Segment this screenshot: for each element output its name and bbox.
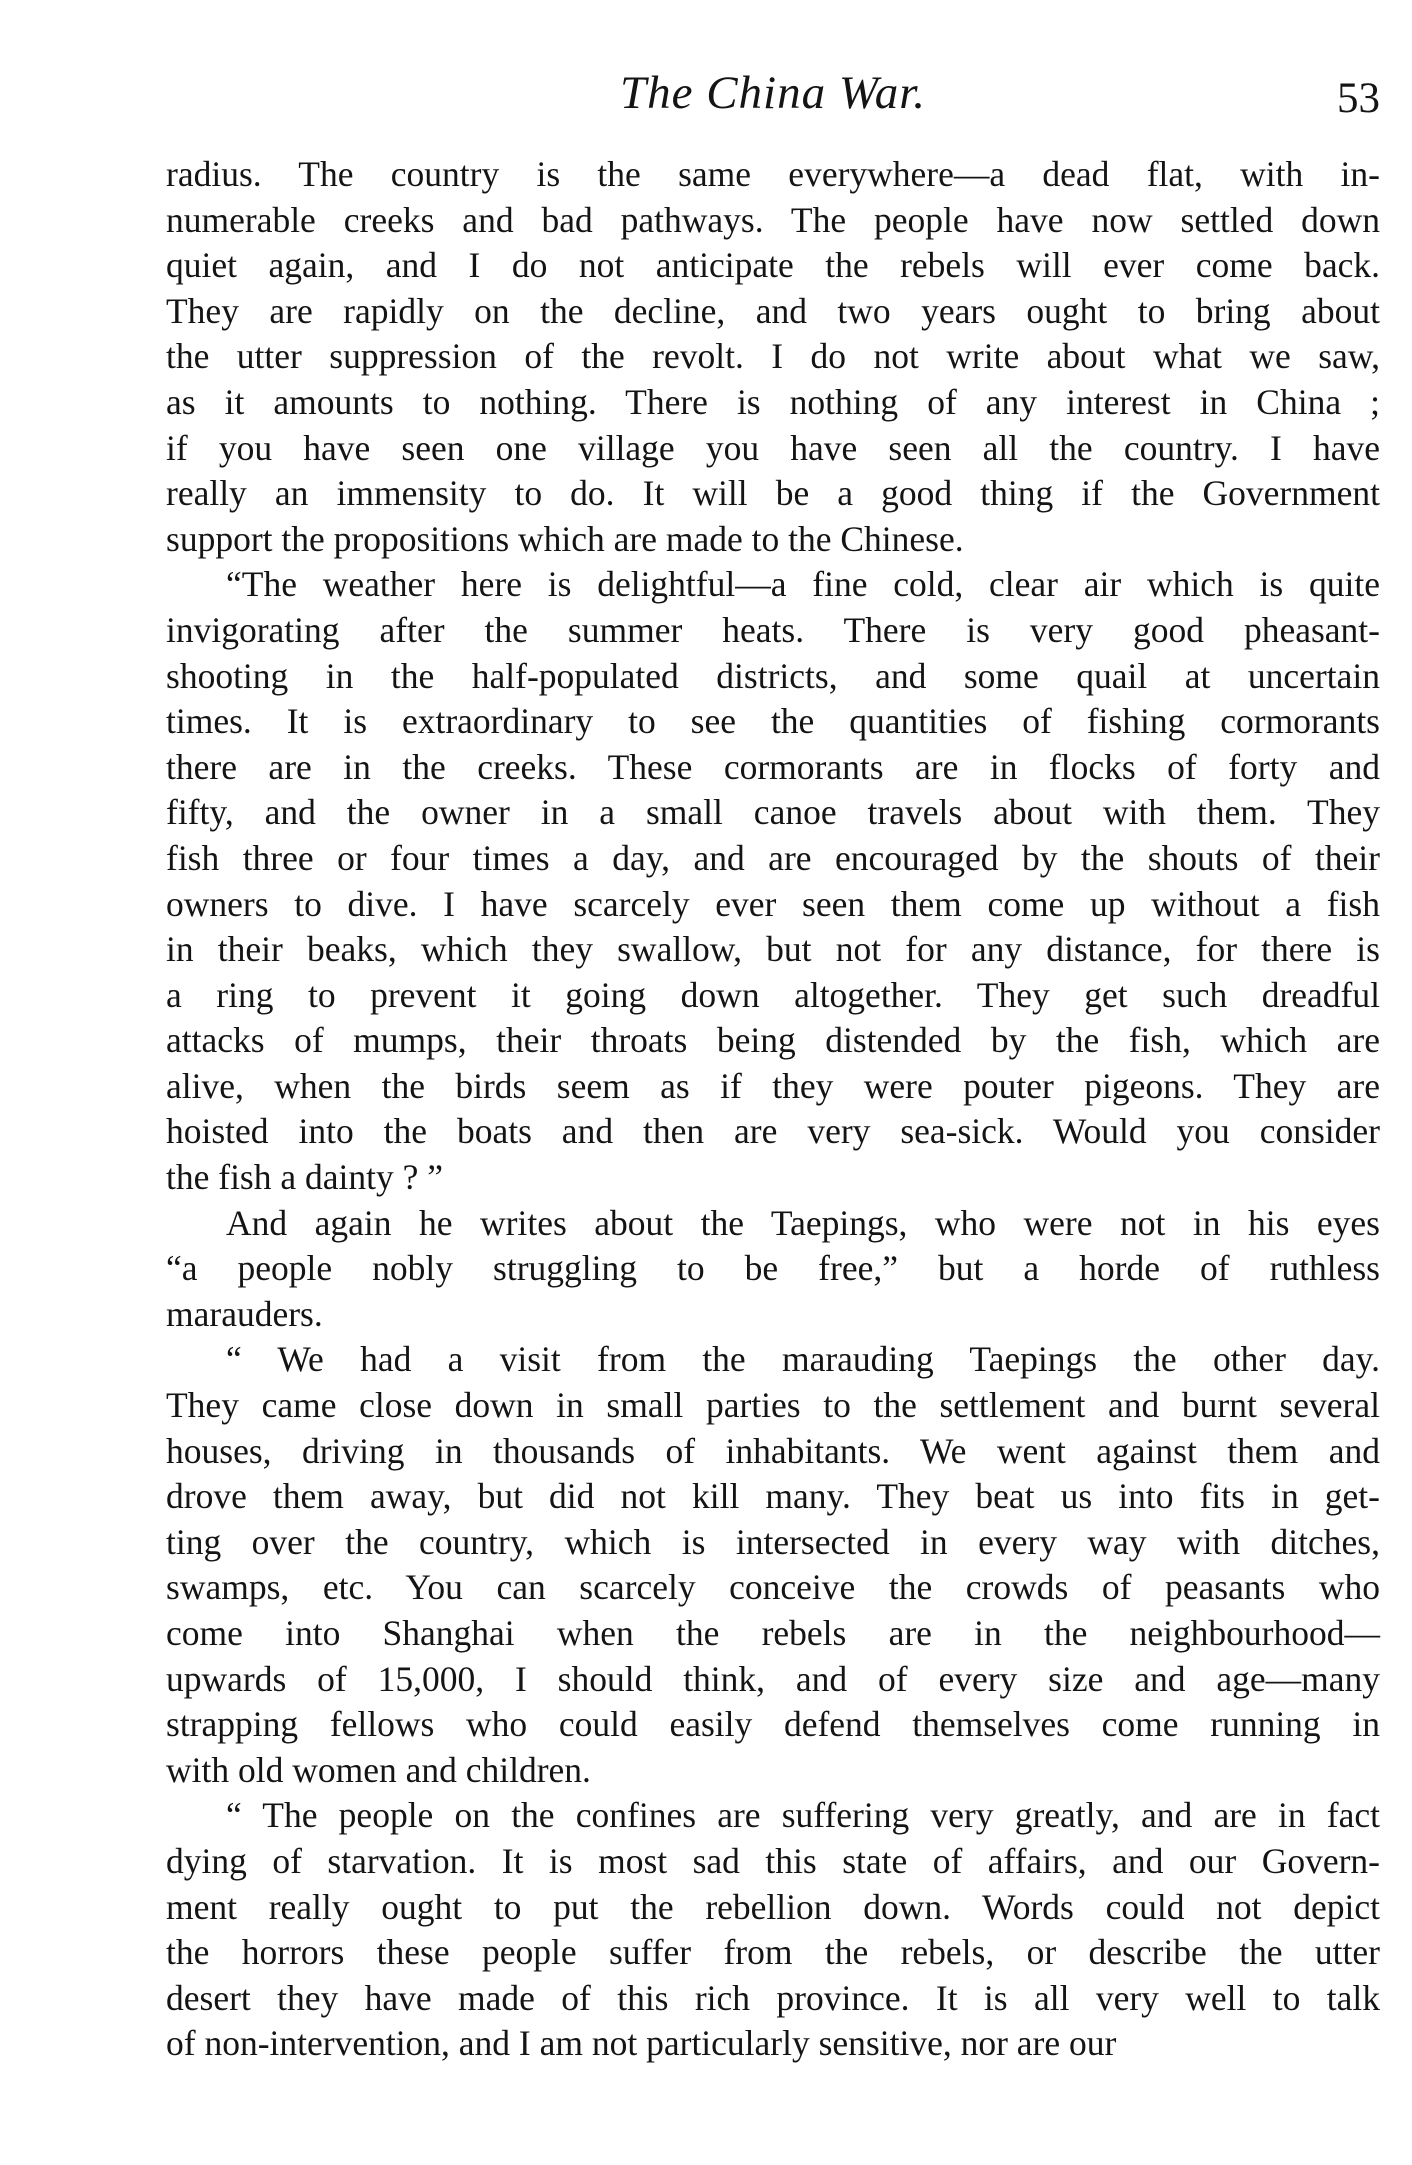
text-line: a ring to prevent it going down altogether. They get such dreadful (166, 974, 1380, 1015)
text-line: “a people nobly struggling to be free,” but a horde of ruthless (166, 1248, 1380, 1289)
text-line: drove them away, but did not kill many. They beat us into fits in get- (166, 1476, 1380, 1517)
text-line: fifty, and the owner in a small canoe travels about with them. They (166, 792, 1380, 833)
text-line: numerable creeks and bad pathways. The people have now settled down (166, 199, 1380, 240)
text-line: dying of starvation. It is most sad this state of affairs, and our Govern- (166, 1840, 1380, 1881)
text-line: ment really ought to put the rebellion down. Words could not depict (166, 1886, 1380, 1927)
text-line: And again he writes about the Taepings, who were not in his eyes (226, 1202, 1380, 1243)
text-line: times. It is extraordinary to see the quantities of fishing cormorants (166, 701, 1380, 742)
text-line: hoisted into the boats and then are very sea-sick. Would you consider (166, 1111, 1380, 1152)
text-line: “The weather here is delightful—a fine cold, clear air which is quite (226, 564, 1380, 605)
text-line: support the propositions which are made to the Chinese. (166, 518, 964, 559)
paragraph (166, 1337, 1380, 1793)
page-number: 53 (1337, 75, 1380, 122)
text-line: owners to dive. I have scarcely ever seen them come up without a fish (166, 883, 1380, 924)
paragraph (166, 152, 1380, 562)
text-line: as it amounts to nothing. There is nothing of any interest in China ; (166, 381, 1380, 422)
text-line: houses, driving in thousands of inhabitants. We went against them and (166, 1430, 1380, 1471)
text-line: there are in the creeks. These cormorants are in flocks of forty and (166, 746, 1380, 787)
text-line: fish three or four times a day, and are encouraged by the shouts of their (166, 837, 1380, 878)
text-line: with old women and children. (166, 1749, 591, 1790)
paragraph (166, 562, 1380, 1200)
text-line: marauders. (166, 1293, 323, 1334)
text-line: quiet again, and I do not anticipate the rebels will ever come back. (166, 245, 1380, 286)
running-head (166, 58, 1380, 128)
text-line: “ We had a visit from the marauding Taepings the other day. (226, 1339, 1380, 1380)
text-line: They came close down in small parties to the settlement and burnt several (166, 1385, 1380, 1426)
text-line: upwards of 15,000, I should think, and of every size and age—many (166, 1658, 1380, 1699)
text-line: if you have seen one village you have seen all the country. I have (166, 427, 1380, 468)
text-line: of non-intervention, and I am not particularly sensitive, nor are our (166, 2023, 1117, 2064)
text-line: attacks of mumps, their throats being distended by the fish, which are (166, 1020, 1380, 1061)
text-line: the utter suppression of the revolt. I do not write about what we saw, (166, 336, 1380, 377)
paragraph (166, 1793, 1380, 2067)
text-line: invigorating after the summer heats. There is very good pheasant- (166, 609, 1380, 650)
text-line: strapping fellows who could easily defend themselves come running in (166, 1704, 1380, 1745)
paragraph (166, 1201, 1380, 1338)
running-title: The China War. (619, 67, 927, 119)
text-line: the horrors these people suffer from the rebels, or describe the utter (166, 1932, 1380, 1973)
text-line: “ The people on the confines are suffering very greatly, and are in fact (226, 1795, 1380, 1836)
text-line: swamps, etc. You can scarcely conceive the crowds of peasants who (166, 1567, 1380, 1608)
text-line: in their beaks, which they swallow, but not for any distance, for there is (166, 929, 1380, 970)
text-line: alive, when the birds seem as if they were pouter pigeons. They are (166, 1065, 1380, 1106)
text-line: shooting in the half-populated districts, and some quail at uncertain (166, 655, 1380, 696)
text-line: radius. The country is the same everywhere—a dead flat, with in- (166, 154, 1380, 194)
text-line: They are rapidly on the decline, and two years ought to bring about (166, 290, 1380, 331)
text-line: ting over the country, which is intersected in every way with ditches, (166, 1521, 1380, 1562)
text-line: come into Shanghai when the rebels are in the neighbourhood— (166, 1613, 1380, 1653)
text-line: really an immensity to do. It will be a good thing if the Government (166, 473, 1380, 514)
body-text (166, 152, 1380, 2067)
text-line: the fish a dainty ? ” (166, 1157, 443, 1198)
text-line: desert they have made of this rich province. It is all very well to talk (166, 1977, 1380, 2018)
